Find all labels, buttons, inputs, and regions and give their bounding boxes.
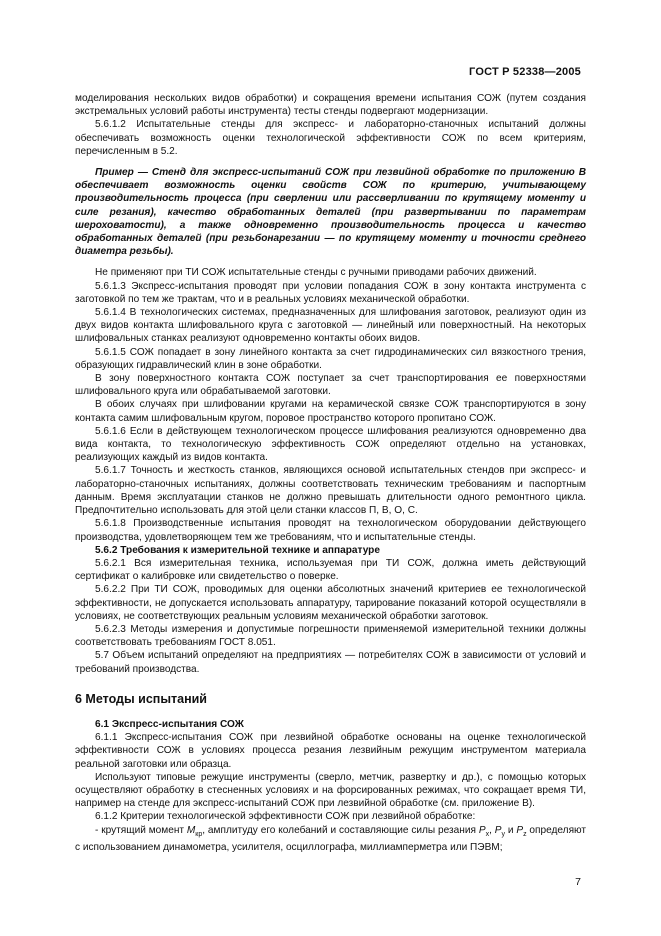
clause-5-6-1-4: 5.6.1.4 В технологических системах, предназначенных для шлифования заготовок, реализуют один из двух видов контакта шлифовального круга с заготовкой — линейный или поверхностный. На некоторых шлифовальных станках реализуют одновременно контакты обоих видов. — [75, 307, 586, 345]
clause-5-6-2-1: 5.6.2.1 Вся измерительная техника, используемая при ТИ СОЖ, должна иметь действующий сертификат о калибровке или свидетельство о поверке. — [75, 557, 586, 583]
clause-5-6-1-6: 5.6.1.6 Если в действующем технологическом процессе шлифования реализуются одновременно два вида контакта, то технологическую эффективность СОЖ определяют отдельно на установках, реализующих каждый из видов контакта. — [75, 425, 586, 464]
text-run: - крутящий момент — [95, 824, 187, 836]
torque-symbol: M — [186, 824, 196, 836]
clause-5-6-1-5: 5.6.1.5 СОЖ попадает в зону линейного контакта за счет гидродинамических сил вязкостного трения, образующих гидравлический клин в зоне обработки. — [75, 346, 586, 371]
text-run: и — [504, 824, 517, 836]
page-number: 7 — [575, 876, 581, 888]
force-y-subscript: y — [501, 830, 505, 838]
paragraph: В зону поверхностного контакта СОЖ поступает за счет транспортирования ее поверхностями шлифовального круга или обрабатываемой заготовки. — [75, 373, 586, 398]
text-run: , амплитуду его колебаний и составляющие силы резания — [202, 824, 479, 836]
clause-5-6-1-3: 5.6.1.3 Экспресс-испытания проводят при условии попадания СОЖ в зону контакта инструмента с заготовкой по тем же трактам, что и в реальных условиях механической обработки. — [75, 280, 586, 305]
clause-5-7: 5.7 Объем испытаний определяют на предприятиях — потребителях СОЖ в зависимости от условий и требований производства. — [75, 650, 586, 675]
clause-5-6-1-2: 5.6.1.2 Испытательные стенды для экспресс- и лабораторно-станочных испытаний должны обеспечивать возможность оценки технологической эффективности СОЖ по всем критериям, перечисленным в 5.2. — [75, 119, 586, 157]
paragraph: В обоих случаях при шлифовании кругами на керамической связке СОЖ транспортируются в зону контакта самим шлифовальным кругом, поровое пространство которого пропитано СОЖ. — [75, 399, 586, 424]
force-z-symbol: P — [516, 824, 524, 836]
text-run: , — [489, 824, 495, 836]
clause-5-6-1-7: 5.6.1.7 Точность и жесткость станков, являющихся основой испытательных стендов при экспресс- и лабораторно-станочных испытаниях, должны соответствовать техническим требованиям и паспортным данным. Время эксплуатации станков не должно превышать длительности одного ремонтного цикла. Предпочтительно использовать для этой цели станки классов П, В, О, С. — [75, 465, 586, 517]
criteria-list-item — [75, 824, 586, 854]
force-y-symbol: P — [494, 824, 502, 836]
clause-5-6-2-2: 5.6.2.2 При ТИ СОЖ, проводимых для оценки абсолютных значений критериев ее технологической эффективности, не допускается использовать аппаратуру, тарирование показаний которой осуществляли в условиях, не соответствующих реальным условиям механической обработки заготовок. — [75, 584, 586, 622]
subsection-heading-6-1: 6.1 Экспресс-испытания СОЖ — [95, 718, 244, 730]
force-x-symbol: P — [478, 824, 486, 836]
clause-6-1-2: 6.1.2 Критерии технологической эффективности СОЖ при лезвийной обработке: — [95, 811, 476, 823]
standard-code-header: ГОСТ Р 52338—2005 — [469, 66, 581, 78]
force-z-subscript: z — [523, 830, 527, 838]
paragraph: моделирования нескольких видов обработки) и сокращения времени испытания СОЖ (путем создания экстремальных условий работы инструмента) тесты стенды подвергают модернизации. — [75, 93, 586, 118]
clause-5-6-2-3: 5.6.2.3 Методы измерения и допустимые погрешности применяемой измерительной техники должны соответствовать требованиям ГОСТ 8.051. — [75, 623, 586, 649]
force-x-subscript: x — [485, 830, 490, 838]
subsection-heading-5-6-2: 5.6.2 Требования к измерительной технике и аппаратуре — [95, 544, 380, 556]
text-run: определяют с использованием динамометра, усилителя, осциллографа, миллиамперметра или ПЭВМ; — [75, 824, 586, 853]
example-note: Пример — Стенд для экспресс-испытаний СОЖ при лезвийной обработке по приложению В обеспечивает возможность оценки свойств СОЖ по критерию, учитывающему производительность процесса (при сверлении или рассверливании по крутящему моменту и силе резания), качество обработанных деталей (при развертывании по параметрам шероховатости), а также одновременно производительность процесса и качество обработанных деталей (при резьбонарезании — по крутящему моменту и точности среднего диаметра резьбы). — [75, 167, 586, 258]
section-heading-6: 6 Методы испытаний — [75, 691, 207, 706]
paragraph: Не применяют при ТИ СОЖ испытательные стенды с ручными приводами рабочих движений. — [95, 267, 537, 279]
clause-6-1-1: 6.1.1 Экспресс-испытания СОЖ при лезвийной обработке основаны на оценке технологической эффективности СОЖ в условиях процесса резания лезвийным режущим инструментом материала реальной заготовки или образца. — [75, 732, 586, 770]
torque-subscript: кр — [195, 830, 203, 838]
clause-5-6-1-8: 5.6.1.8 Производственные испытания проводят на технологическом оборудовании действующего производства, удовлетворяющем тем же требованиям, что и испытательные стенды. — [75, 518, 586, 543]
paragraph: Используют типовые режущие инструменты (сверло, метчик, развертку и др.), с помощью которых осуществляют обработку в стесненных условиях и на форсированных режимах, что сокращает время ТИ, например на стенде для экспресс-испытаний СОЖ при лезвийной обработке (см. приложение В). — [75, 771, 586, 810]
document-body — [75, 92, 586, 854]
